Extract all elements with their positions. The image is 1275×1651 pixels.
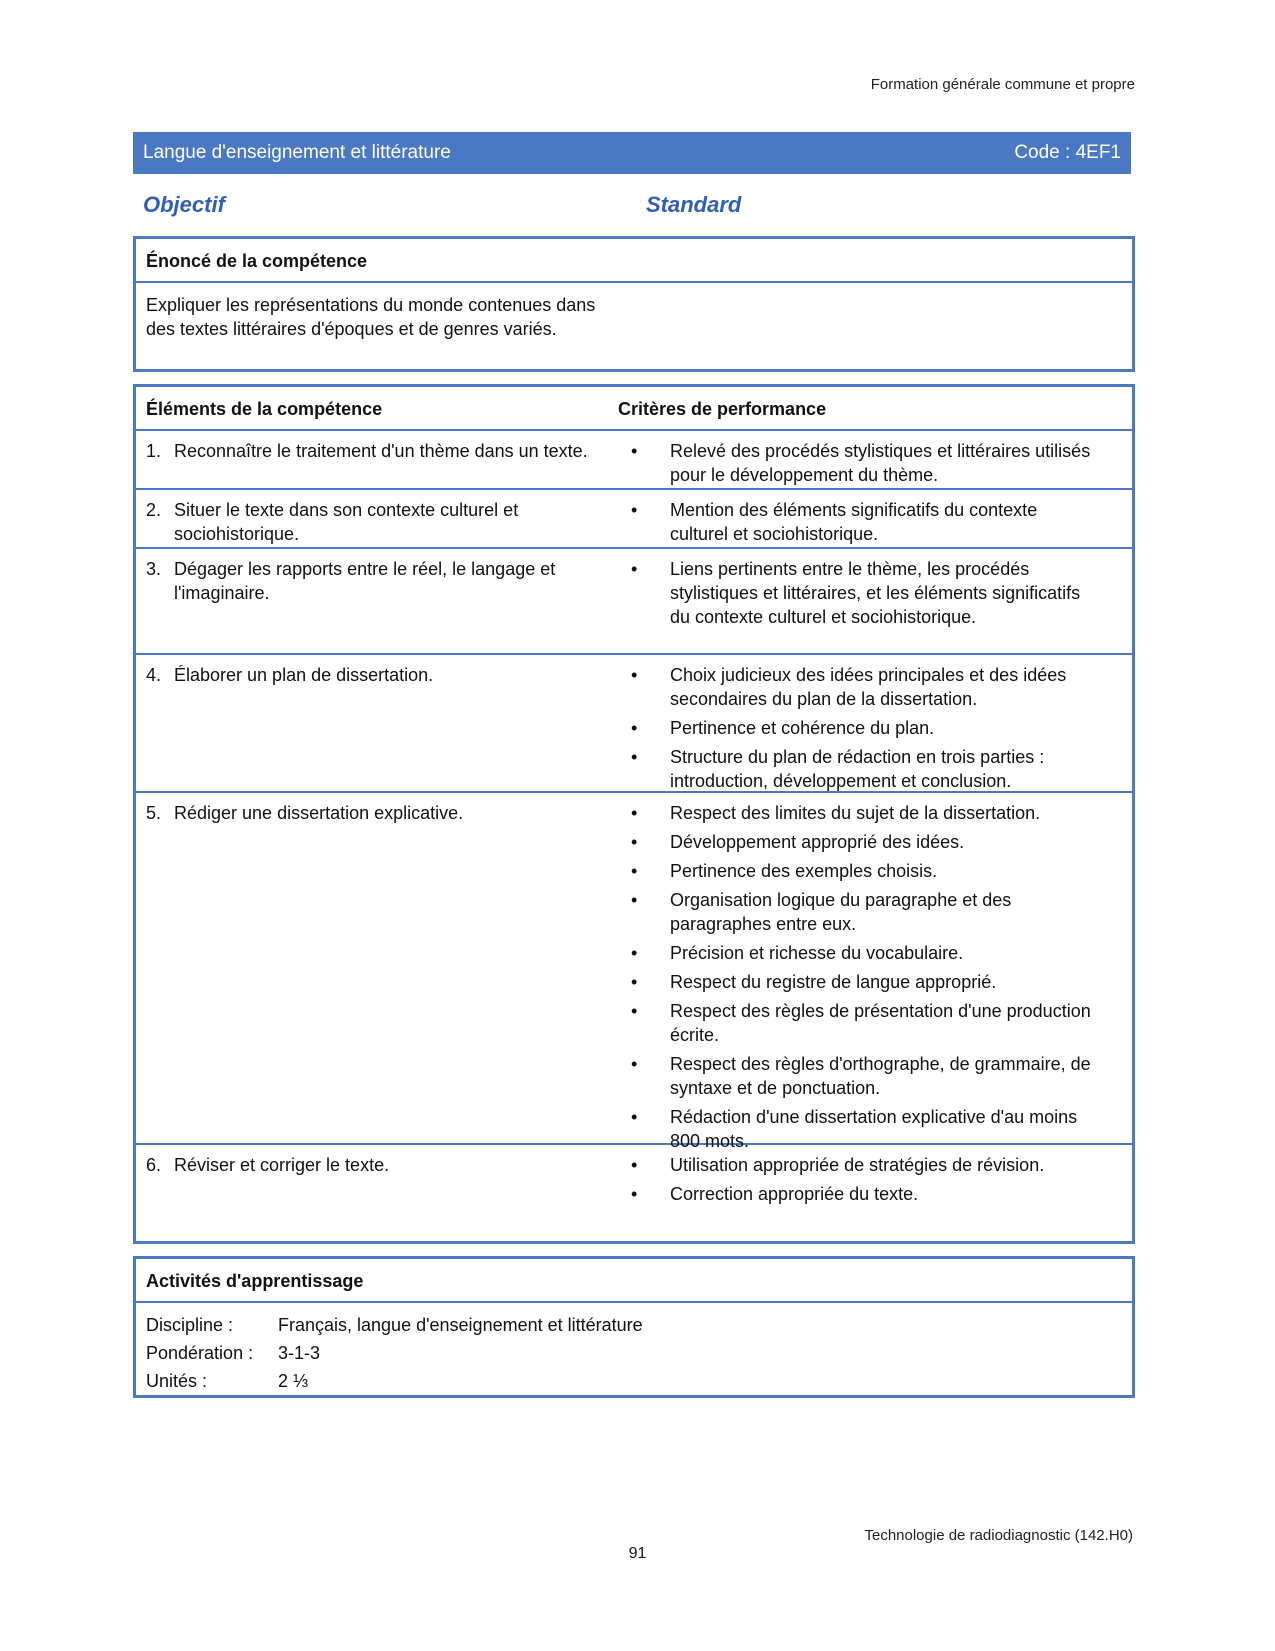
activite-label: Discipline : — [146, 1314, 234, 1335]
element-text: Dégager les rapports entre le réel, le langage et l'imaginaire. — [174, 559, 556, 603]
criterion-item: • Organisation logique du paragraphe et des paragraphes entre eux. — [628, 888, 1098, 936]
course-code: Code : 4EF1 — [1014, 142, 1121, 163]
activite-value: 3-1-3 — [278, 1342, 321, 1363]
standard-label: Standard — [646, 192, 742, 217]
criterion-item: • Respect du registre de langue approprié. — [628, 970, 1098, 994]
objectif-standard-row — [143, 192, 1131, 218]
criterion-item: • Utilisation appropriée de stratégies de révision. — [628, 1153, 1098, 1177]
enonce-heading: Énoncé de la compétence — [146, 251, 368, 271]
element-text: Rédiger une dissertation explicative. — [174, 803, 464, 823]
criterion-item: • Pertinence et cohérence du plan. — [628, 716, 1098, 740]
criterion-item: • Respect des règles de présentation d'une production écrite. — [628, 999, 1098, 1047]
criterion-item: • Précision et richesse du vocabulaire. — [628, 941, 1098, 965]
criterion-item: • Structure du plan de rédaction en trois parties : introduction, développement et conclusion. — [628, 745, 1098, 793]
element-row: 1. Reconnaître le traitement d'un thème dans un texte. • Relevé des procédés stylistiques et littéraires utilisés pour le développement du thème. — [136, 431, 1132, 490]
criteres-heading: Critères de performance — [618, 399, 827, 419]
criterion-item: • Respect des règles d'orthographe, de grammaire, de syntaxe et de ponctuation. — [628, 1052, 1098, 1100]
activite-value: Français, langue d'enseignement et littérature — [278, 1314, 643, 1335]
element-row: 2. Situer le texte dans son contexte culturel et sociohistorique. • Mention des éléments significatifs du contexte culturel et sociohistorique. — [136, 490, 1132, 549]
enonce-section — [133, 236, 1135, 372]
element-text: Situer le texte dans son contexte culturel et sociohistorique. — [174, 500, 519, 544]
element-row: 4. Élaborer un plan de dissertation. • Choix judicieux des idées principales et des idées secondaires du plan de la dissertation. • Pertinence et cohérence du plan. • Structure du plan de rédaction en trois parties : introduction, développement et conclusion. — [136, 655, 1132, 793]
header-text: Formation générale commune et propre — [870, 76, 1135, 93]
criterion-item: • Correction appropriée du texte. — [628, 1182, 1098, 1206]
activites-heading: Activités d'apprentissage — [146, 1271, 364, 1291]
element-text: Réviser et corriger le texte. — [174, 1155, 390, 1175]
criterion-item: • Mention des éléments significatifs du contexte culturel et sociohistorique. — [628, 498, 1098, 546]
criterion-item: • Relevé des procédés stylistiques et littéraires utilisés pour le développement du thème. — [628, 439, 1098, 487]
element-text: Reconnaître le traitement d'un thème dans un texte. — [174, 441, 588, 461]
criterion-item: • Rédaction d'une dissertation explicative d'au moins 800 mots. — [628, 1105, 1098, 1153]
course-title-bar — [133, 132, 1131, 174]
elements-heading: Éléments de la compétence — [146, 399, 383, 419]
elements-section — [133, 384, 1135, 1244]
objectif-label: Objectif — [143, 192, 225, 217]
element-text: Élaborer un plan de dissertation. — [174, 665, 434, 685]
page-number: 91 — [628, 1545, 647, 1562]
activites-section — [133, 1256, 1135, 1398]
course-title: Langue d'enseignement et littérature — [143, 142, 451, 163]
criterion-item: • Pertinence des exemples choisis. — [628, 859, 1098, 883]
element-row: 6. Réviser et corriger le texte. • Utilisation appropriée de stratégies de révision. • Correction appropriée du texte. — [136, 1145, 1132, 1207]
table-row — [146, 1367, 643, 1395]
activites-table — [146, 1311, 643, 1395]
criterion-item: • Développement approprié des idées. — [628, 830, 1098, 854]
activite-value: 2 ⅓ — [278, 1370, 309, 1391]
activite-label: Pondération : — [146, 1342, 254, 1363]
criterion-item: • Respect des limites du sujet de la dissertation. — [628, 801, 1098, 825]
criterion-item: • Liens pertinents entre le thème, les procédés stylistiques et littéraires, et les éléments significatifs du contexte culturel et sociohistorique. — [628, 557, 1098, 629]
activite-label: Unités : — [146, 1370, 208, 1391]
table-row — [146, 1311, 643, 1339]
footer-text: Technologie de radiodiagnostic (142.H0) — [864, 1527, 1133, 1544]
criterion-item: • Choix judicieux des idées principales et des idées secondaires du plan de la dissertation. — [628, 663, 1098, 711]
table-row — [146, 1339, 643, 1367]
element-row: 5. Rédiger une dissertation explicative. • Respect des limites du sujet de la dissertation. • Développement approprié des idées. • Pertinence des exemples choisis. • Organisation logique du paragraphe et des paragraphes entre eux. • Précision et richesse du vocabulaire. • Respect du registre de langue approprié. • Respect des règles de présentation d'une production écrite. • Respect des règles d'orthographe, de grammaire, de syntaxe et de ponctuation. • Rédaction d'une dissertation explicative d'au moins 800 mots. — [136, 793, 1132, 1145]
element-row: 3. Dégager les rapports entre le réel, le langage et l'imaginaire. • Liens pertinents entre le thème, les procédés stylistiques et littéraires, et les éléments significatifs du contexte culturel et sociohistorique. — [136, 549, 1132, 655]
enonce-text: Expliquer les représentations du monde contenues dans des textes littéraires d'époques et de genres variés. — [146, 295, 596, 339]
